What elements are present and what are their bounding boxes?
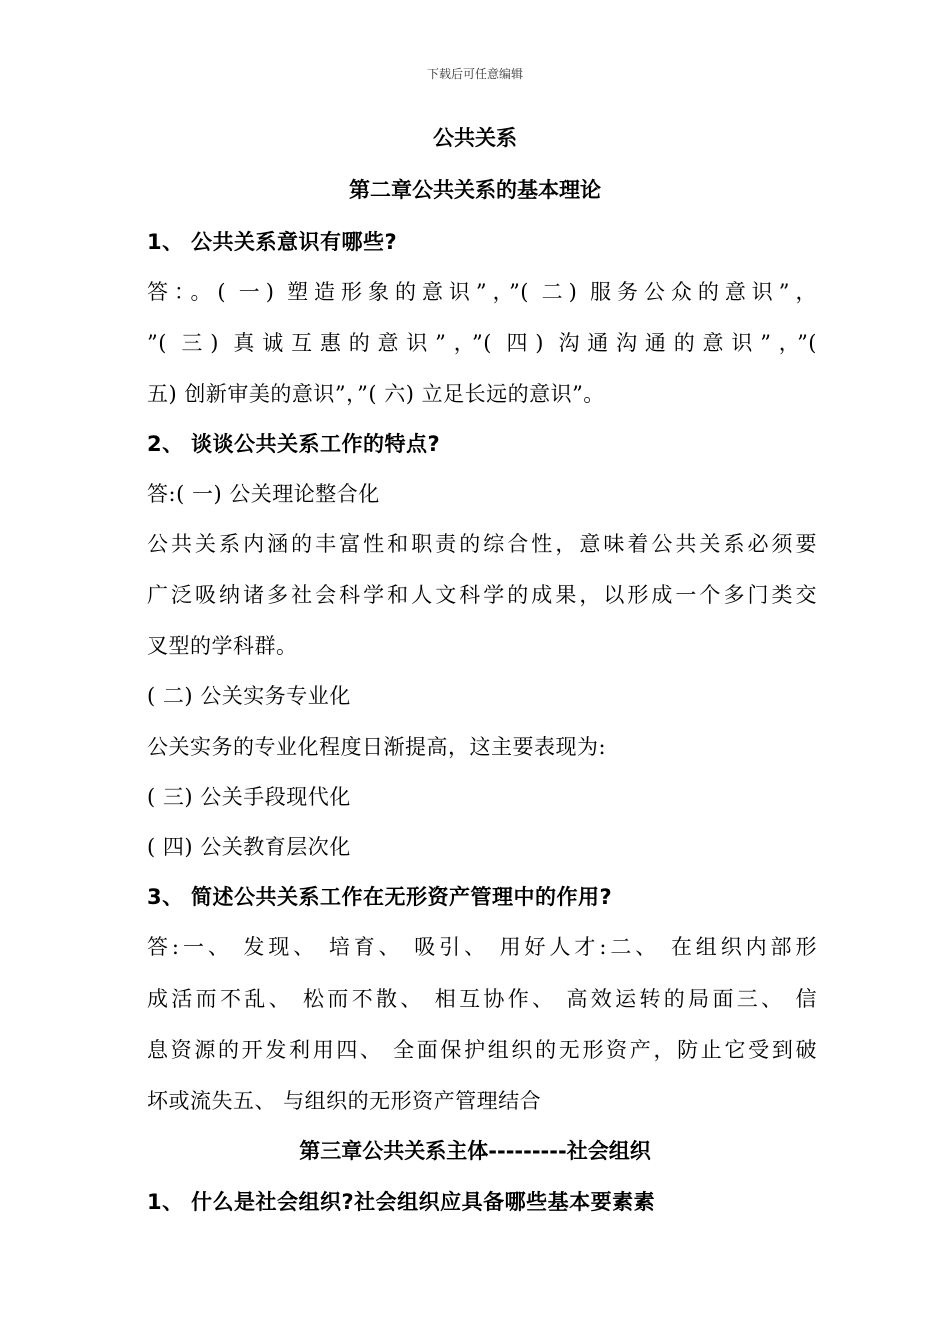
question-number: 1、: [147, 1190, 184, 1214]
answer-line: 五) 创新审美的意识”，”( 六) 立足长远的意识”。: [147, 382, 605, 406]
question-2-3: [147, 881, 817, 911]
question-number: 2、: [147, 432, 184, 456]
question-2-2: [147, 428, 817, 458]
answer-line: 答:( 一) 公关理论整合化: [147, 482, 380, 506]
answer-line: 答:一、 发现、 培育、 吸引、 用好人才:二、 在组织内部形: [147, 935, 817, 959]
chapter-3-title: 第三章公共关系主体---------社会组织: [299, 1139, 651, 1163]
answer-line: 答：。( 一) 塑造形象的意识”，”( 二) 服务公众的意识”，: [147, 280, 817, 304]
answer-line: ( 三) 公关手段现代化: [147, 785, 351, 809]
document-title: 公共关系: [433, 126, 517, 150]
question-text: 什么是社会组织?社会组织应具备哪些基本要素素: [191, 1190, 656, 1214]
question-text: 谈谈公共关系工作的特点?: [191, 432, 441, 456]
answer-line: 成活而不乱、 松而不散、 相互协作、 高效运转的局面三、 信: [147, 987, 817, 1011]
answer-line: ( 四) 公关教育层次化: [147, 835, 351, 859]
answer-line: 广泛吸纳诸多社会科学和人文科学的成果，以形成一个多门类交: [147, 583, 817, 607]
answer-line: 坏或流失五、 与组织的无形资产管理结合: [147, 1089, 542, 1113]
answer-line: 叉型的学科群。: [147, 634, 298, 658]
answer-line: 公共关系内涵的丰富性和职责的综合性，意味着公共关系必须要: [147, 532, 817, 556]
question-number: 1、: [147, 230, 184, 254]
answer-line: ”( 三) 真诚互惠的意识”，”( 四) 沟通沟通的意识”，”(: [147, 331, 817, 355]
question-text: 公共关系意识有哪些?: [191, 230, 398, 254]
question-3-1: [147, 1186, 817, 1216]
question-2-1: [147, 226, 817, 256]
question-number: 3、: [147, 885, 184, 909]
question-text: 简述公共关系工作在无形资产管理中的作用?: [191, 885, 613, 909]
answer-line: ( 二) 公关实务专业化: [147, 684, 351, 708]
answer-line: 公关实务的专业化程度日渐提高，这主要表现为:: [147, 735, 607, 759]
chapter-2-title: 第二章公共关系的基本理论: [349, 178, 601, 202]
answer-line: 息资源的开发利用四、 全面保护组织的无形资产，防止它受到破: [147, 1038, 817, 1062]
page-header-note: 下载后可任意编辑: [426, 67, 523, 81]
